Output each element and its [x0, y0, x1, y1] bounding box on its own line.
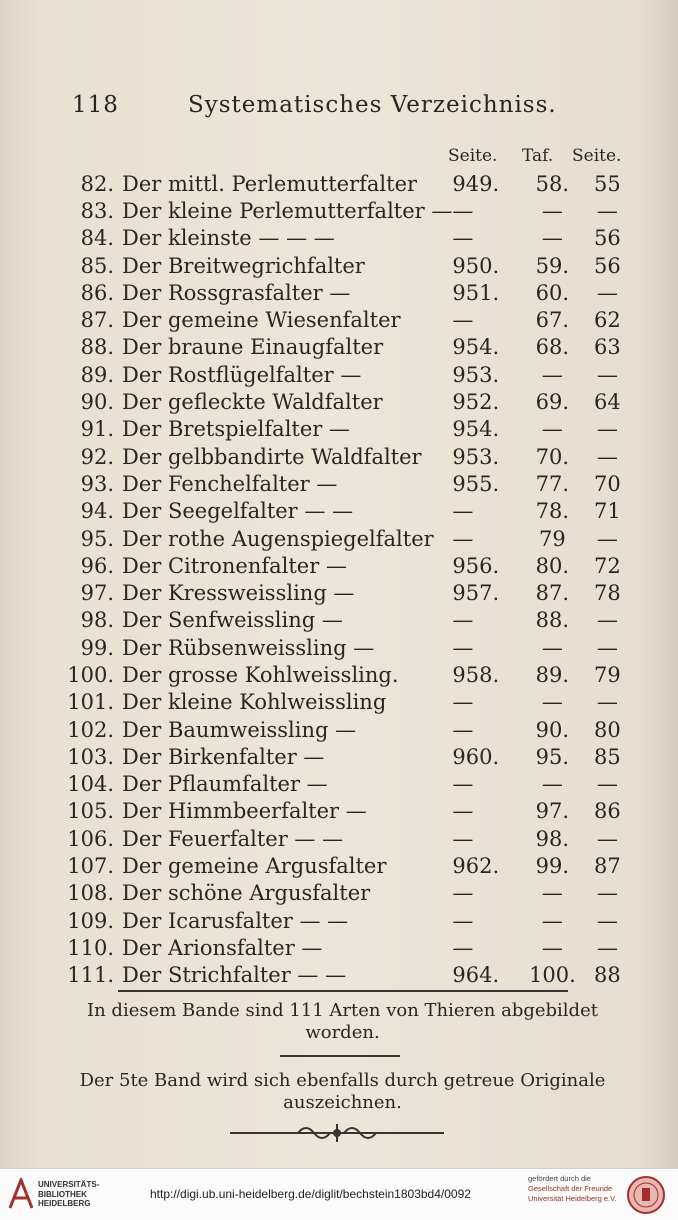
- cell-num: 87.: [80, 308, 114, 333]
- cell-t: —: [541, 362, 563, 387]
- cell-name: Der gemeine Wiesenfalter: [122, 308, 401, 333]
- cell-t: 58.: [535, 171, 570, 196]
- cell-num: 83.: [80, 198, 114, 223]
- cell-num: 99.: [80, 635, 114, 660]
- table-row: [62, 962, 632, 989]
- cell-s2: —: [596, 690, 618, 715]
- cell-t: —: [541, 198, 563, 223]
- cell-s1: —: [452, 226, 474, 251]
- cell-s2: 86: [594, 799, 621, 824]
- cell-s2: —: [596, 772, 618, 797]
- cell-num: 100.: [67, 662, 114, 687]
- cell-s1: —: [452, 308, 474, 333]
- cell-s2: —: [596, 362, 618, 387]
- cell-t: 70.: [535, 444, 570, 469]
- cell-s1: 954.: [452, 335, 500, 360]
- species-table: [62, 170, 632, 989]
- cell-s2: —: [596, 908, 618, 933]
- cell-name: Der Birkenfalter —: [122, 744, 325, 769]
- cell-s2: 71: [594, 499, 621, 524]
- sponsor-line2: Universität Heidelberg e.V.: [528, 1194, 617, 1203]
- cell-s2: —: [596, 526, 618, 551]
- library-name-line1: UNIVERSITÄTS-: [38, 1180, 100, 1189]
- running-title: Systematisches Verzeichniss.: [188, 92, 557, 118]
- cell-num: 110.: [67, 935, 114, 960]
- cell-num: 94.: [80, 499, 114, 524]
- cell-t: —: [541, 635, 563, 660]
- cell-t: 99.: [535, 854, 570, 879]
- cell-name: Der gemeine Argusfalter: [122, 854, 387, 879]
- divider-rule: [118, 990, 568, 992]
- cell-num: 101.: [67, 690, 114, 715]
- cell-s1: 952.: [452, 390, 500, 415]
- cell-t: 59.: [535, 253, 570, 278]
- short-divider-rule: [280, 1055, 400, 1057]
- cell-name: Der Fenchelfalter —: [122, 471, 338, 496]
- cell-s1: —: [452, 608, 474, 633]
- table-row: [62, 225, 632, 252]
- cell-num: 103.: [67, 744, 114, 769]
- cell-t: 68.: [535, 335, 570, 360]
- cell-s2: —: [596, 635, 618, 660]
- cell-t: 97.: [535, 799, 570, 824]
- cell-t: —: [541, 908, 563, 933]
- cell-s1: 958.: [452, 662, 500, 687]
- table-row: [62, 689, 632, 716]
- cell-t: 88.: [535, 608, 570, 633]
- cell-s1: 964.: [452, 963, 500, 988]
- page-header: [70, 92, 610, 122]
- cell-name: Der kleinste — — —: [122, 226, 335, 251]
- table-row: [62, 334, 632, 361]
- cell-num: 107.: [67, 854, 114, 879]
- university-seal-icon: [626, 1175, 666, 1215]
- library-name-line2: BIBLIOTHEK: [38, 1189, 87, 1199]
- cell-s2: 62: [594, 308, 621, 333]
- table-row: [62, 388, 632, 415]
- ornament-flourish: [228, 1122, 446, 1144]
- cell-name: Der schöne Argusfalter: [122, 881, 371, 906]
- table-row: [62, 361, 632, 388]
- cell-t: 77.: [535, 471, 570, 496]
- cell-s1: —: [452, 826, 474, 851]
- cell-s2: 63: [594, 335, 621, 360]
- cell-s1: 953.: [452, 444, 500, 469]
- column-header-taf: Taf.: [522, 146, 554, 166]
- table-row: [62, 907, 632, 934]
- cell-s2: 72: [594, 553, 621, 578]
- table-row: [62, 934, 632, 961]
- cell-s2: 87: [594, 854, 621, 879]
- cell-num: 102.: [67, 717, 114, 742]
- cell-num: 92.: [80, 444, 114, 469]
- table-row: [62, 252, 632, 279]
- cell-t: —: [541, 417, 563, 442]
- cell-name: Der Arionsfalter —: [122, 935, 323, 960]
- cell-s1: 955.: [452, 471, 500, 496]
- table-row: [62, 825, 632, 852]
- cell-name: Der mittl. Perlemutterfalter: [122, 171, 418, 196]
- cell-t: —: [541, 935, 563, 960]
- library-name: [38, 1180, 99, 1209]
- cell-s1: —: [452, 717, 474, 742]
- cell-s1: 951.: [452, 280, 500, 305]
- cell-t: 69.: [535, 390, 570, 415]
- cell-name: Der rothe Augenspiegelfalter: [122, 526, 434, 551]
- cell-t: 79: [539, 526, 566, 551]
- cell-s1: 957.: [452, 581, 500, 606]
- cell-t: —: [541, 772, 563, 797]
- cell-s1: —: [452, 198, 474, 223]
- cell-name: Der Kressweissling —: [122, 581, 355, 606]
- cell-t: —: [541, 226, 563, 251]
- cell-name: Der Rostflügelfalter —: [122, 362, 362, 387]
- cell-s2: 55: [594, 171, 621, 196]
- cell-name: Der kleine Kohlweissling: [122, 690, 387, 715]
- table-row: [62, 852, 632, 879]
- table-row: [62, 170, 632, 197]
- cell-num: 85.: [80, 253, 114, 278]
- cell-num: 105.: [67, 799, 114, 824]
- cell-t: 100.: [528, 963, 576, 988]
- cell-name: Der gelbbandirte Waldfalter: [122, 444, 422, 469]
- cell-name: Der Citronenfalter —: [122, 553, 347, 578]
- page-number: 118: [72, 92, 119, 118]
- cell-s2: 80: [594, 717, 621, 742]
- permalink-url[interactable]: http://digi.ub.uni-heidelberg.de/diglit/bechstein1803bd4/0092: [150, 1187, 471, 1201]
- column-header-seite: Seite.: [448, 146, 498, 166]
- cell-name: Der Pflaumfalter —: [122, 772, 328, 797]
- cell-num: 108.: [67, 881, 114, 906]
- table-row: [62, 197, 632, 224]
- cell-s1: 949.: [452, 171, 500, 196]
- cell-num: 95.: [80, 526, 114, 551]
- table-row: [62, 306, 632, 333]
- table-row: [62, 279, 632, 306]
- cell-name: Der Seegelfalter — —: [122, 499, 354, 524]
- cell-t: 87.: [535, 581, 570, 606]
- library-name-line3: HEIDELBERG: [38, 1199, 91, 1208]
- cell-s2: —: [596, 608, 618, 633]
- cell-name: Der Icarusfalter — —: [122, 908, 349, 933]
- cell-t: 95.: [535, 744, 570, 769]
- digitization-footer: [0, 1168, 678, 1220]
- cell-s2: —: [596, 935, 618, 960]
- cell-s1: —: [452, 635, 474, 660]
- cell-t: 60.: [535, 280, 570, 305]
- cell-s2: —: [596, 881, 618, 906]
- cell-t: 98.: [535, 826, 570, 851]
- cell-s2: 56: [594, 253, 621, 278]
- cell-name: Der kleine Perlemutterfalter —: [122, 198, 453, 223]
- cell-num: 97.: [80, 581, 114, 606]
- cell-name: Der Rossgrasfalter —: [122, 280, 351, 305]
- table-row: [62, 525, 632, 552]
- cell-t: 89.: [535, 662, 570, 687]
- cell-s2: —: [596, 280, 618, 305]
- cell-t: 90.: [535, 717, 570, 742]
- column-header-seite2: Seite.: [572, 146, 622, 166]
- cell-name: Der Senfweissling —: [122, 608, 343, 633]
- cell-num: 90.: [80, 390, 114, 415]
- cell-name: Der Baumweissling —: [122, 717, 357, 742]
- cell-s1: —: [452, 499, 474, 524]
- sponsor-credit: [528, 1174, 617, 1204]
- cell-name: Der Strichfalter — —: [122, 963, 347, 988]
- cell-num: 86.: [80, 280, 114, 305]
- cell-s1: 954.: [452, 417, 500, 442]
- cell-t: —: [541, 690, 563, 715]
- cell-s2: —: [596, 444, 618, 469]
- cell-s1: 962.: [452, 854, 500, 879]
- cell-s2: 88: [594, 963, 621, 988]
- table-row: [62, 798, 632, 825]
- cell-s1: —: [452, 935, 474, 960]
- cell-s2: —: [596, 826, 618, 851]
- cell-num: 104.: [67, 772, 114, 797]
- cell-s2: 78: [594, 581, 621, 606]
- cell-num: 111.: [67, 963, 114, 988]
- cell-name: Der braune Einaugfalter: [122, 335, 384, 360]
- table-row: [62, 579, 632, 606]
- table-row: [62, 416, 632, 443]
- table-row: [62, 498, 632, 525]
- cell-name: Der Breitwegrichfalter: [122, 253, 365, 278]
- cell-t: 78.: [535, 499, 570, 524]
- cell-s1: —: [452, 772, 474, 797]
- table-row: [62, 634, 632, 661]
- table-row: [62, 470, 632, 497]
- cell-s1: 956.: [452, 553, 500, 578]
- cell-num: 106.: [67, 826, 114, 851]
- cell-num: 89.: [80, 362, 114, 387]
- cell-s1: —: [452, 690, 474, 715]
- column-headers: [0, 146, 678, 168]
- cell-s1: 953.: [452, 362, 500, 387]
- cell-num: 109.: [67, 908, 114, 933]
- table-row: [62, 443, 632, 470]
- cell-s2: 85: [594, 744, 621, 769]
- table-row: [62, 716, 632, 743]
- cell-num: 96.: [80, 553, 114, 578]
- cell-name: Der Rübsenweissling —: [122, 635, 375, 660]
- cell-t: 67.: [535, 308, 570, 333]
- cell-s2: 79: [594, 662, 621, 687]
- table-row: [62, 743, 632, 770]
- next-volume-note: Der 5te Band wird sich ebenfalls durch getreue Originale auszeichnen.: [79, 1070, 606, 1113]
- summary-text: In diesem Bande sind 111 Arten von Thieren abgebildet worden.: [87, 1000, 598, 1043]
- cell-name: Der Himmbeerfalter —: [122, 799, 367, 824]
- sponsor-line1: Gesellschaft der Freunde: [528, 1184, 613, 1193]
- cell-s2: 56: [594, 226, 621, 251]
- table-row: [62, 661, 632, 688]
- cell-name: Der gefleckte Waldfalter: [122, 390, 383, 415]
- table-row: [62, 552, 632, 579]
- cell-num: 82.: [80, 171, 114, 196]
- cell-s2: —: [596, 198, 618, 223]
- cell-num: 84.: [80, 226, 114, 251]
- cell-name: Der Bretspielfalter —: [122, 417, 350, 442]
- cell-s2: 64: [594, 390, 621, 415]
- cell-s2: —: [596, 417, 618, 442]
- cell-name: Der grosse Kohlweissling.: [122, 662, 399, 687]
- table-row: [62, 607, 632, 634]
- cell-s1: —: [452, 526, 474, 551]
- cell-name: Der Feuerfalter — —: [122, 826, 344, 851]
- cell-s1: —: [452, 908, 474, 933]
- table-row: [62, 880, 632, 907]
- cell-s1: 960.: [452, 744, 500, 769]
- cell-t: —: [541, 881, 563, 906]
- library-logo-icon: [8, 1178, 34, 1210]
- cell-t: 80.: [535, 553, 570, 578]
- cell-num: 98.: [80, 608, 114, 633]
- cell-s1: 950.: [452, 253, 500, 278]
- cell-num: 88.: [80, 335, 114, 360]
- sponsor-intro: gefördert durch die: [528, 1174, 591, 1183]
- cell-s2: 70: [594, 471, 621, 496]
- cell-num: 91.: [80, 417, 114, 442]
- cell-num: 93.: [80, 471, 114, 496]
- table-row: [62, 771, 632, 798]
- cell-s1: —: [452, 799, 474, 824]
- cell-s1: —: [452, 881, 474, 906]
